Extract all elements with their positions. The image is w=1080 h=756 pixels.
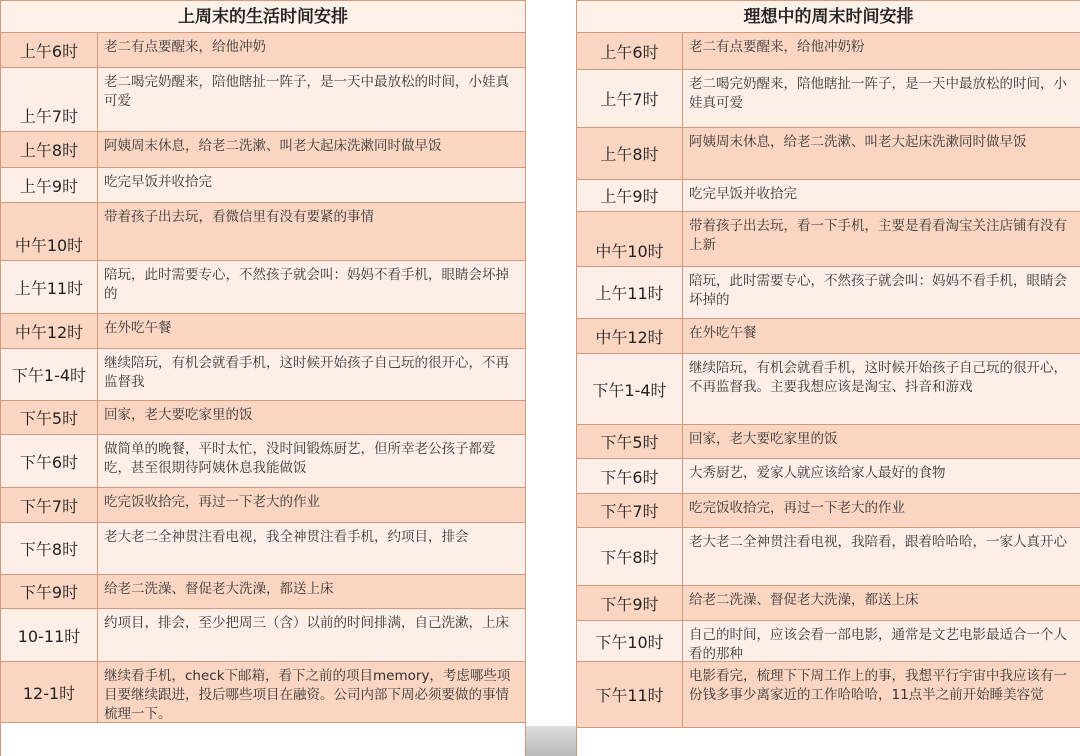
activity-cell: 陪玩，此时需要专心，不然孩子就会叫：妈妈不看手机，眼睛会坏掉的 bbox=[689, 273, 1067, 308]
activity-cell: 给老二洗澡、督促老大洗澡，都送上床 bbox=[104, 581, 334, 597]
table-row bbox=[1, 68, 525, 132]
table-row bbox=[1, 132, 525, 168]
activity-cell: 带着孩子出去玩，看一下手机，主要是看看淘宝关注店铺有没有上新 bbox=[689, 218, 1067, 253]
table-row bbox=[577, 621, 1080, 662]
time-cell: 上午11时 bbox=[1, 261, 98, 313]
activity-cell: 老二有点要醒来，给他冲奶粉 bbox=[689, 39, 865, 55]
time-cell: 上午6时 bbox=[1, 33, 98, 67]
activity-cell: 吃完早饭并收拾完 bbox=[104, 174, 212, 190]
activity-cell: 阿姨周末休息，给老二洗漱、叫老大起床洗漱同时做早饭 bbox=[689, 134, 1027, 150]
table-row bbox=[1, 401, 525, 435]
table-row bbox=[577, 319, 1080, 354]
time-cell: 上午6时 bbox=[577, 33, 683, 69]
time-cell: 中午10时 bbox=[1, 203, 98, 260]
time-cell: 上午9时 bbox=[1, 168, 98, 202]
time-cell: 上午9时 bbox=[577, 180, 683, 211]
activity-cell: 吃完饭收拾完，再过一下老大的作业 bbox=[104, 494, 320, 510]
table-title: 上周末的生活时间安排 bbox=[1, 0, 525, 33]
table-row bbox=[1, 33, 525, 68]
activity-cell: 老大老二全神贯注看电视，我陪看，跟着哈哈哈，一家人真开心 bbox=[689, 534, 1067, 550]
activity-cell: 在外吃午餐 bbox=[104, 320, 172, 336]
divider-shadow bbox=[526, 726, 576, 756]
table-row bbox=[1, 609, 525, 662]
activity-cell: 做简单的晚餐，平时太忙，没时间锻炼厨艺，但所幸老公孩子都爱吃，甚至很期待阿姨休息我能做饭 bbox=[104, 441, 496, 476]
activity-cell: 陪玩，此时需要专心，不然孩子就会叫：妈妈不看手机，眼睛会坏掉的 bbox=[104, 267, 509, 302]
table-row bbox=[1, 168, 525, 203]
time-cell: 上午7时 bbox=[577, 70, 683, 127]
time-cell: 下午8时 bbox=[577, 528, 683, 585]
activity-cell: 继续陪玩，有机会就看手机，这时候开始孩子自己玩的很开心，不再监督我。主要我想应该是淘宝、抖音和游戏 bbox=[689, 360, 1067, 395]
time-cell: 下午10时 bbox=[577, 621, 683, 661]
activity-cell: 继续陪玩，有机会就看手机，这时候开始孩子自己玩的很开心，不再监督我 bbox=[104, 355, 509, 390]
time-cell: 下午7时 bbox=[577, 494, 683, 527]
activity-cell: 在外吃午餐 bbox=[689, 325, 757, 341]
table-row bbox=[1, 488, 525, 523]
activity-cell: 回家，老大要吃家里的饭 bbox=[689, 431, 838, 447]
time-cell: 中午10时 bbox=[577, 212, 683, 266]
schedule-table-last-weekend bbox=[0, 0, 526, 756]
table-row bbox=[577, 528, 1080, 586]
activity-cell: 阿姨周末休息，给老二洗漱、叫老大起床洗漱同时做早饭 bbox=[104, 138, 442, 154]
table-row bbox=[1, 575, 525, 609]
time-cell: 中午12时 bbox=[1, 314, 98, 348]
table-row bbox=[577, 212, 1080, 267]
activity-cell: 继续看手机，check下邮箱，看下之前的项目memory，考虑哪些项目要继续跟进，投后哪些项目在融资。公司内部下周必须要做的事情梳理一下。 bbox=[104, 668, 511, 722]
time-cell: 下午7时 bbox=[1, 488, 98, 522]
time-cell: 上午8时 bbox=[1, 132, 98, 167]
activity-cell: 吃完早饭并收拾完 bbox=[689, 186, 797, 202]
table-row bbox=[577, 354, 1080, 425]
table-row bbox=[577, 662, 1080, 728]
activity-cell: 老二喝完奶醒来，陪他瞎扯一阵子，是一天中最放松的时间，小娃真可爱 bbox=[104, 74, 509, 109]
schedule-table-ideal-weekend bbox=[576, 0, 1080, 756]
activity-cell: 电影看完，梳理下下周工作上的事，我想平行宇宙中我应该有一份钱多事少离家近的工作哈哈哈，11点半之前开始睡美容觉 bbox=[689, 668, 1067, 703]
table-row bbox=[577, 267, 1080, 319]
table-row bbox=[1, 435, 525, 488]
table-row bbox=[577, 70, 1080, 128]
table-row bbox=[577, 33, 1080, 70]
time-cell: 下午5时 bbox=[1, 401, 98, 434]
table-row bbox=[577, 459, 1080, 494]
table-row bbox=[577, 586, 1080, 621]
time-cell: 下午9时 bbox=[577, 586, 683, 620]
table-row bbox=[577, 494, 1080, 528]
table-row bbox=[577, 128, 1080, 180]
table-title: 理想中的周末时间安排 bbox=[577, 0, 1080, 33]
gutter bbox=[526, 0, 576, 756]
time-cell: 上午8时 bbox=[577, 128, 683, 179]
time-cell: 下午5时 bbox=[577, 425, 683, 458]
activity-cell: 自己的时间，应该会看一部电影，通常是文艺电影最适合一个人看的那种 bbox=[689, 627, 1067, 661]
table-row bbox=[577, 180, 1080, 212]
time-cell: 下午1-4时 bbox=[1, 349, 98, 400]
activity-cell: 回家，老大要吃家里的饭 bbox=[104, 407, 253, 423]
time-cell: 下午1-4时 bbox=[577, 354, 683, 424]
table-row bbox=[1, 523, 525, 575]
activity-cell: 给老二洗澡、督促老大洗澡，都送上床 bbox=[689, 592, 919, 608]
table-row bbox=[1, 349, 525, 401]
table-row bbox=[1, 314, 525, 349]
time-cell: 10-11时 bbox=[1, 609, 98, 661]
time-cell: 上午7时 bbox=[1, 68, 98, 131]
time-cell: 下午8时 bbox=[1, 523, 98, 574]
time-cell: 下午11时 bbox=[577, 662, 683, 727]
table-row bbox=[1, 261, 525, 314]
table-body bbox=[577, 33, 1080, 728]
activity-cell: 老二喝完奶醒来，陪他瞎扯一阵子，是一天中最放松的时间，小娃真可爱 bbox=[689, 76, 1067, 111]
activity-cell: 带着孩子出去玩，看微信里有没有要紧的事情 bbox=[104, 209, 374, 225]
table-body bbox=[1, 33, 525, 723]
time-cell: 中午12时 bbox=[577, 319, 683, 353]
time-cell: 上午11时 bbox=[577, 267, 683, 318]
table-row bbox=[577, 425, 1080, 459]
time-cell: 12-1时 bbox=[1, 662, 98, 722]
activity-cell: 约项目，排会，至少把周三（含）以前的时间排满，自己洗漱，上床 bbox=[104, 615, 509, 631]
activity-cell: 老大老二全神贯注看电视，我全神贯注看手机，约项目，排会 bbox=[104, 529, 469, 545]
table-row bbox=[1, 203, 525, 261]
activity-cell: 老二有点要醒来，给他冲奶 bbox=[104, 39, 266, 55]
activity-cell: 大秀厨艺，爱家人就应该给家人最好的食物 bbox=[689, 465, 946, 481]
table-row bbox=[1, 662, 525, 723]
time-cell: 下午9时 bbox=[1, 575, 98, 608]
time-cell: 下午6时 bbox=[577, 459, 683, 493]
time-cell: 下午6时 bbox=[1, 435, 98, 487]
activity-cell: 吃完饭收拾完，再过一下老大的作业 bbox=[689, 500, 905, 516]
